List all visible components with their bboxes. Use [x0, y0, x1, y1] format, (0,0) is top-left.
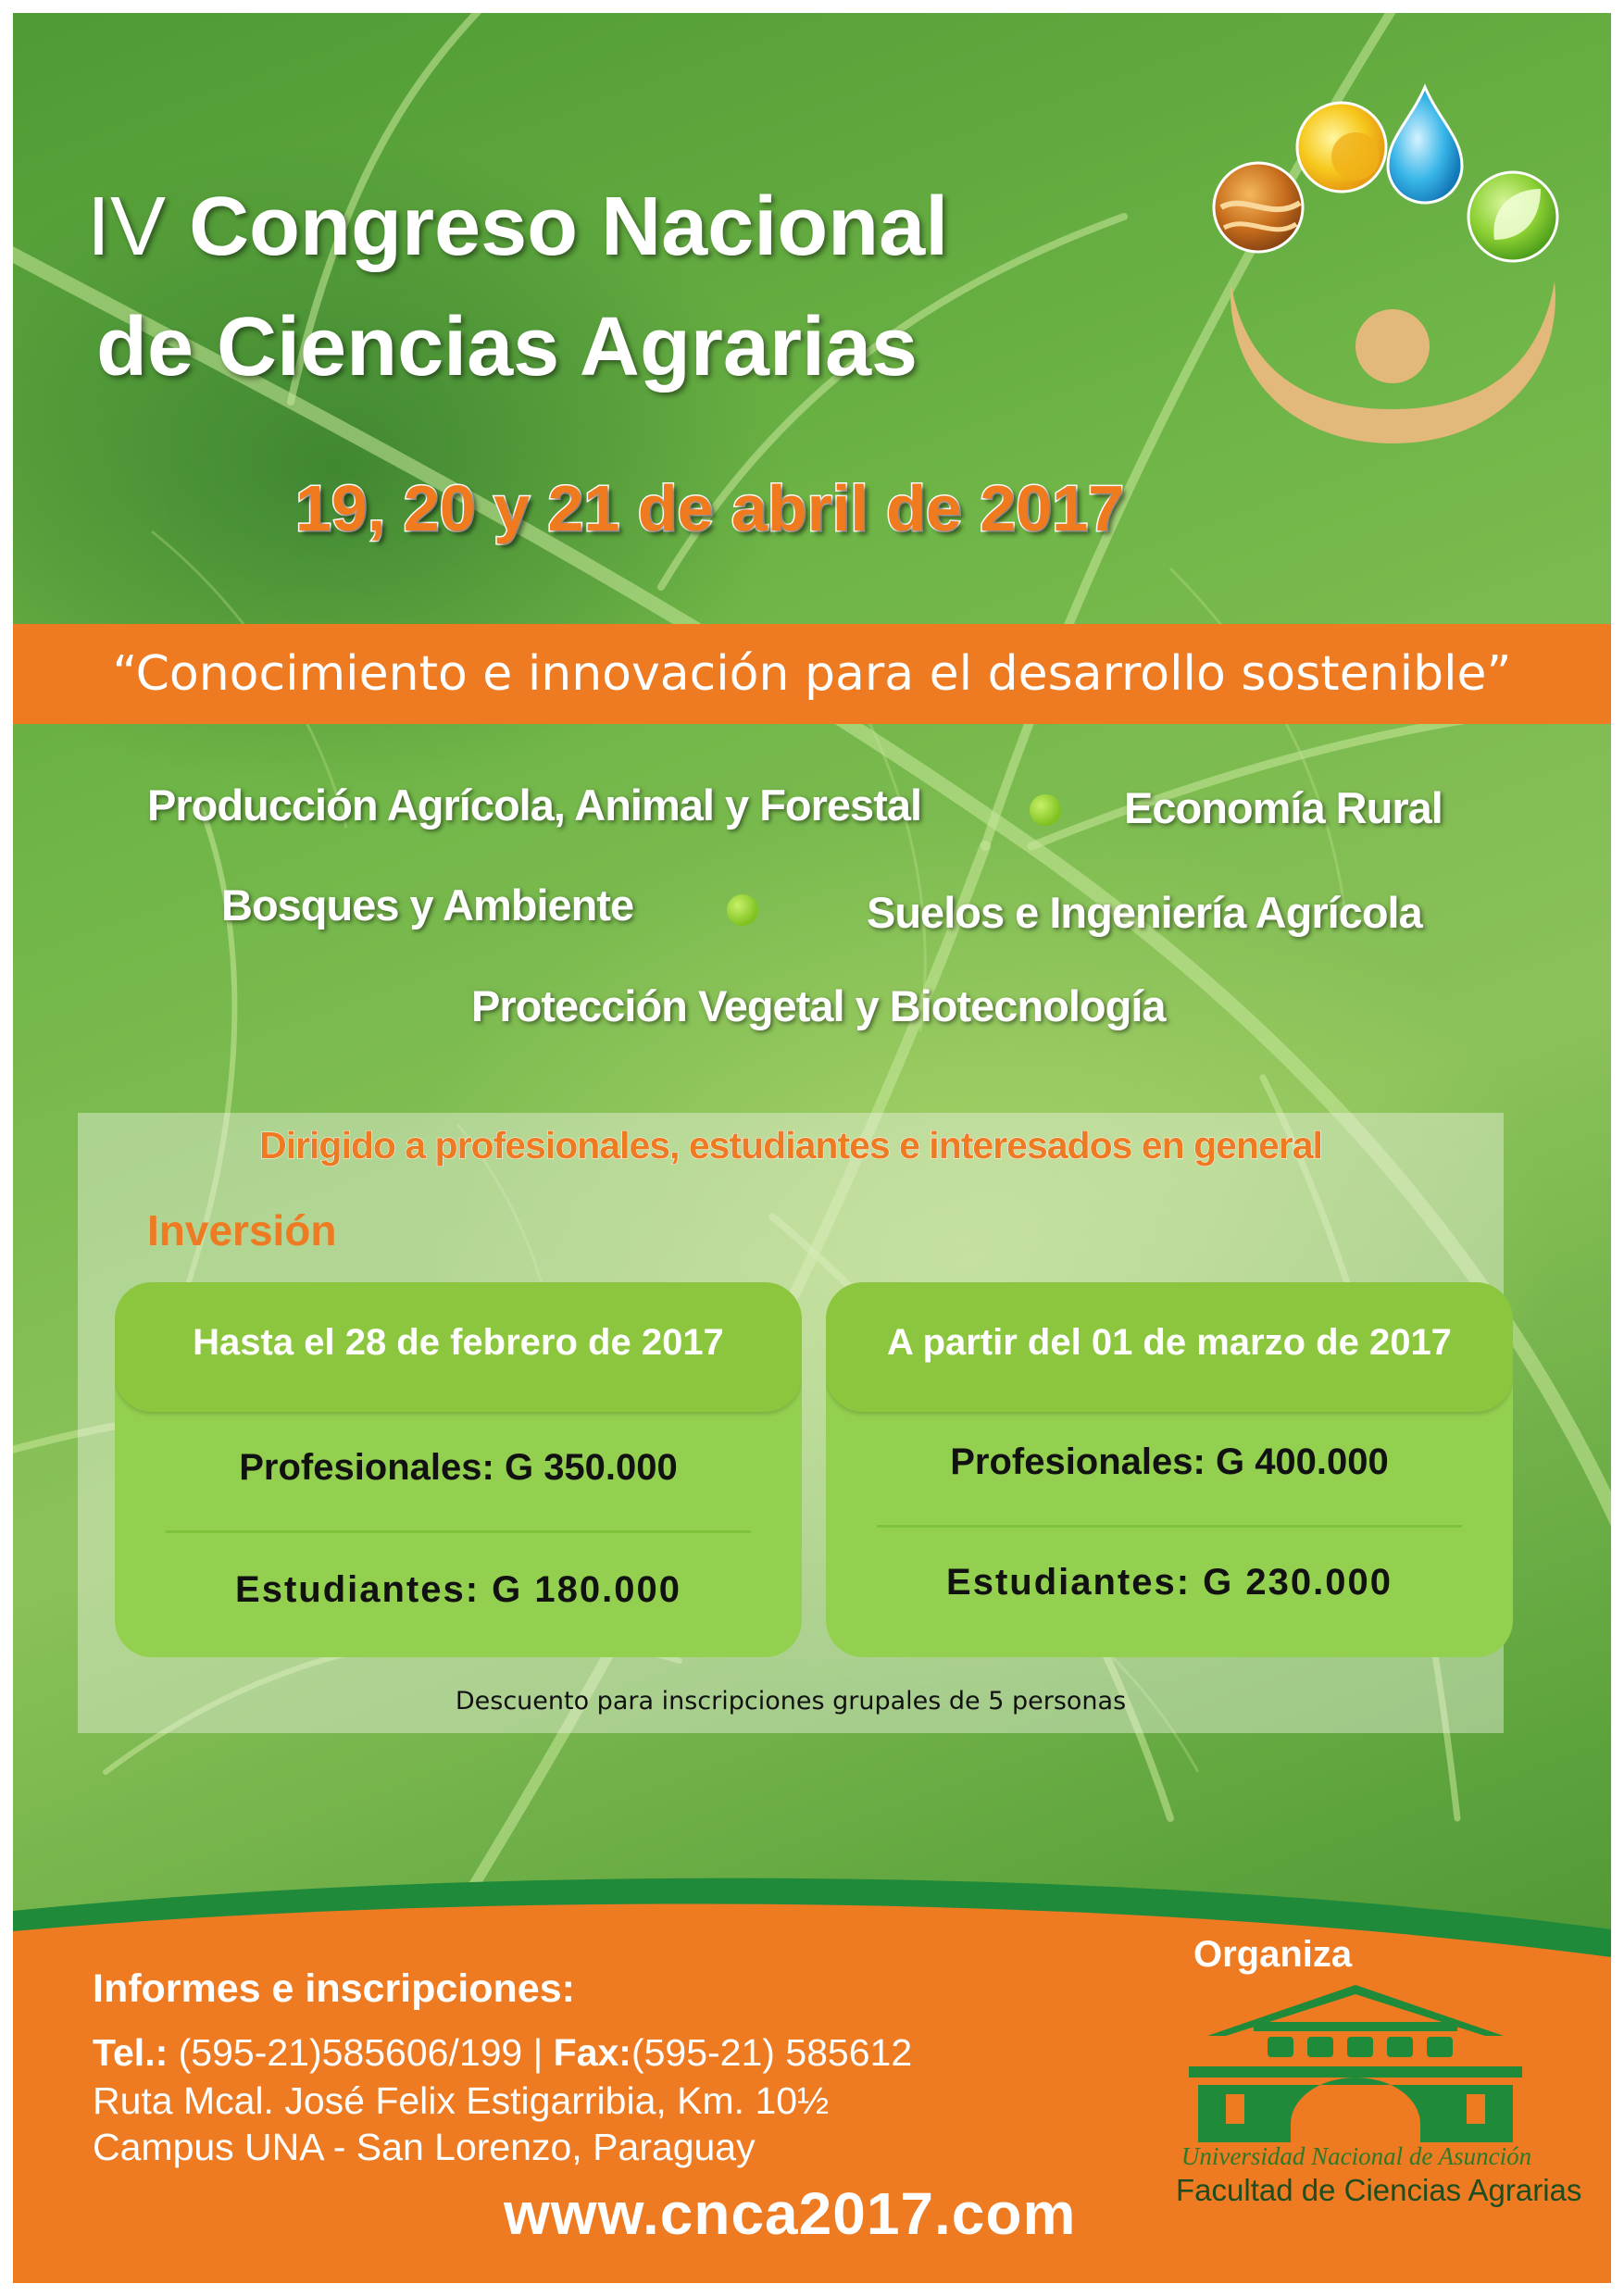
tel-label: Tel.:: [93, 2031, 169, 2074]
earth-icon: [1214, 163, 1303, 252]
congress-title-line-1: [87, 180, 948, 275]
tel-value: (595-21)585606/199 |: [168, 2031, 554, 2074]
price-card-header: [115, 1282, 802, 1412]
motto-band: [13, 624, 1611, 724]
congress-motto: “Conocimiento e innovación para el desarrollo sostenible”: [112, 646, 1512, 702]
price-professionals: Profesionales: G 350.000: [239, 1447, 678, 1488]
contact-campus: Campus UNA - San Lorenzo, Paraguay: [93, 2126, 756, 2168]
fax-value: (595-21) 585612: [631, 2031, 913, 2074]
price-divider: [166, 1530, 751, 1533]
website-link[interactable]: www.cnca2017.com: [504, 2180, 1077, 2247]
topic-bosques-ambiente: Bosques y Ambiente: [221, 880, 634, 930]
topic-proteccion-vegetal: Protección Vegetal y Biotecnología: [471, 981, 1166, 1030]
group-discount-note: Descuento para inscripciones grupales de 5 personas: [455, 1687, 1127, 1716]
congress-title-line-2: de Ciencias Agrarias: [96, 301, 918, 393]
title-congress-name: Congreso Nacional: [189, 181, 949, 273]
price-period-label: A partir del 01 de marzo de 2017: [887, 1322, 1452, 1363]
person-figure: [1230, 281, 1555, 443]
price-card-header: [826, 1282, 1513, 1412]
bullet-dot-icon: [1030, 794, 1061, 826]
price-divider: [877, 1525, 1462, 1528]
university-building-icon: [1189, 1985, 1522, 2142]
congress-logo-icon: [1207, 69, 1578, 457]
price-students: Estudiantes: G 230.000: [946, 1562, 1393, 1603]
price-students: Estudiantes: G 180.000: [235, 1569, 681, 1610]
investment-heading: Inversión: [147, 1206, 337, 1254]
poster: [13, 13, 1611, 2283]
bullet-dot-icon: [727, 894, 758, 926]
leaf-icon: [1468, 172, 1557, 261]
title-roman-numeral: IV: [87, 181, 167, 273]
contact-heading: Informes e inscripciones:: [93, 1966, 575, 2011]
event-dates: 19, 20 y 21 de abril de 2017: [295, 472, 1125, 544]
price-card-early: [115, 1282, 802, 1657]
sun-icon: [1297, 103, 1386, 192]
organizer-university: Universidad Nacional de Asunción: [1181, 2142, 1532, 2170]
topic-suelos-ingenieria: Suelos e Ingeniería Agrícola: [867, 888, 1422, 937]
registration-panel: [78, 1113, 1504, 1733]
price-period-label: Hasta el 28 de febrero de 2017: [193, 1322, 724, 1363]
organizer-faculty: Facultad de Ciencias Agrarias: [1176, 2173, 1582, 2207]
contact-phone-fax: [93, 2031, 912, 2075]
contact-address: Ruta Mcal. José Felix Estigarribia, Km. 10½: [93, 2079, 830, 2122]
fax-label: Fax:: [553, 2031, 631, 2074]
water-drop-icon: [1388, 87, 1462, 203]
topic-economia-rural: Economía Rural: [1124, 783, 1443, 832]
price-professionals: Profesionales: G 400.000: [950, 1441, 1389, 1482]
organizer-heading: Organiza: [1193, 1934, 1353, 1975]
target-audience: Dirigido a profesionales, estudiantes e interesados en general: [259, 1124, 1322, 1167]
topic-produccion: Producción Agrícola, Animal y Forestal: [147, 780, 922, 830]
price-card-late: [826, 1282, 1513, 1657]
